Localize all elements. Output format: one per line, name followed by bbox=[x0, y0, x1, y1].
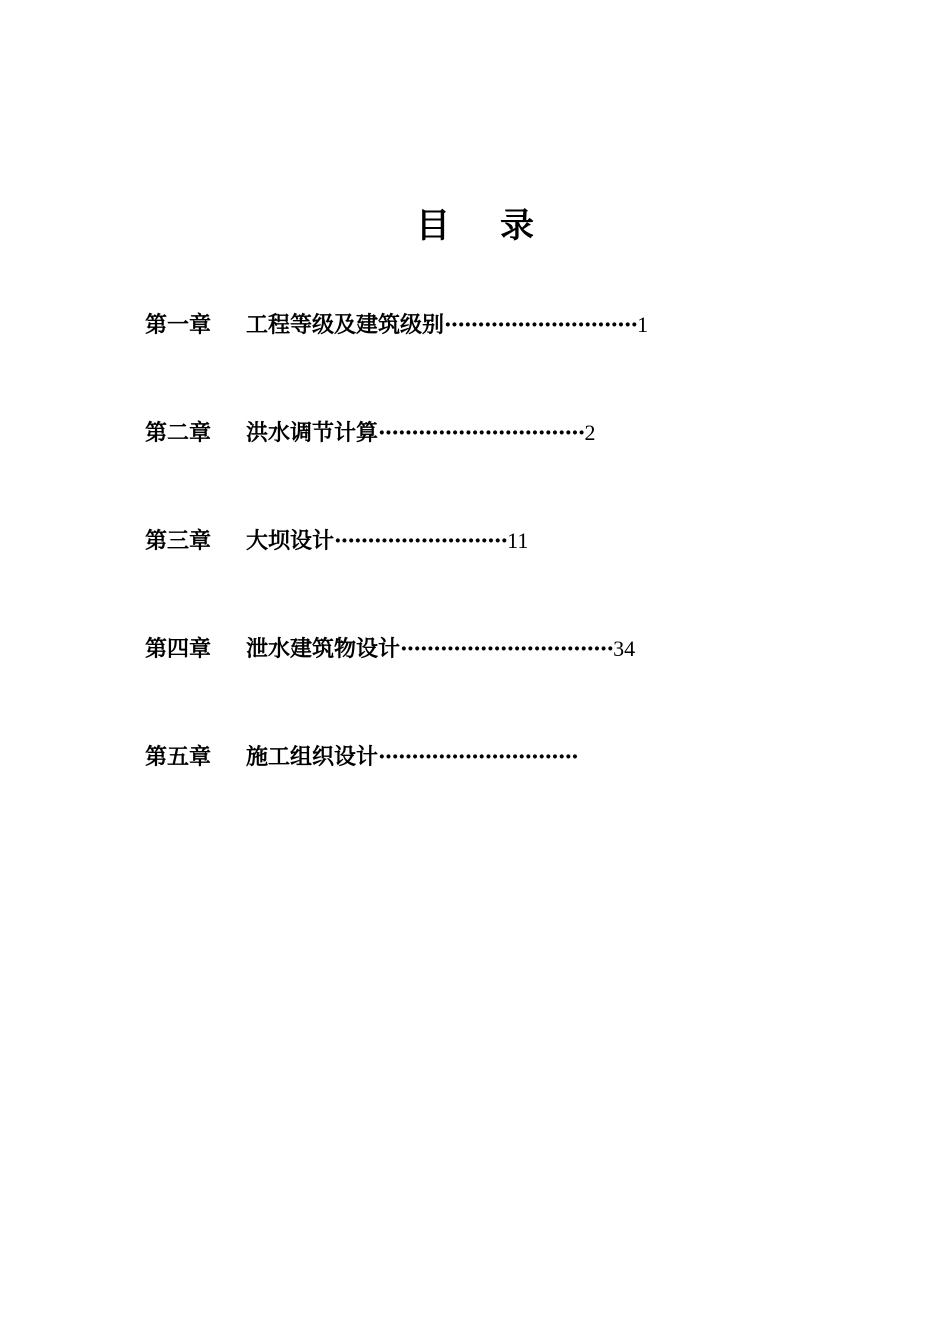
toc-chapter-number: 第一章 bbox=[145, 312, 212, 338]
toc-entry[interactable] bbox=[145, 740, 578, 774]
title-char-1: 目 bbox=[416, 206, 450, 246]
toc-dot-leader: ······························ bbox=[378, 744, 578, 770]
toc-page-number: 1 bbox=[637, 312, 649, 337]
toc-page-number: 34 bbox=[613, 636, 636, 661]
toc-chapter-number: 第五章 bbox=[145, 744, 212, 770]
toc-dot-leader: ····························· bbox=[444, 312, 638, 338]
toc-entry[interactable] bbox=[145, 308, 648, 342]
title-char-2: 录 bbox=[500, 206, 534, 246]
toc-entry[interactable] bbox=[145, 416, 595, 450]
toc-chapter-number: 第四章 bbox=[145, 636, 212, 662]
toc-dot-leader: ······························· bbox=[378, 420, 585, 446]
toc-page-number: 2 bbox=[584, 420, 596, 445]
toc-chapter-number: 第二章 bbox=[145, 420, 212, 446]
toc-chapter-title: 大坝设计 bbox=[246, 528, 335, 554]
toc-chapter-title: 洪水调节计算 bbox=[246, 420, 379, 446]
toc-entry[interactable] bbox=[145, 524, 528, 558]
toc-chapter-title: 工程等级及建筑级别 bbox=[246, 312, 445, 338]
toc-chapter-number: 第三章 bbox=[145, 528, 212, 554]
toc-chapter-title: 施工组织设计 bbox=[246, 744, 379, 770]
toc-dot-leader: ·························· bbox=[334, 528, 508, 554]
toc-page-number: 11 bbox=[507, 528, 529, 553]
page-title bbox=[0, 204, 950, 248]
toc-chapter-title: 泄水建筑物设计 bbox=[246, 636, 401, 662]
toc-entry[interactable] bbox=[145, 632, 635, 666]
toc-dot-leader: ································ bbox=[400, 636, 614, 662]
